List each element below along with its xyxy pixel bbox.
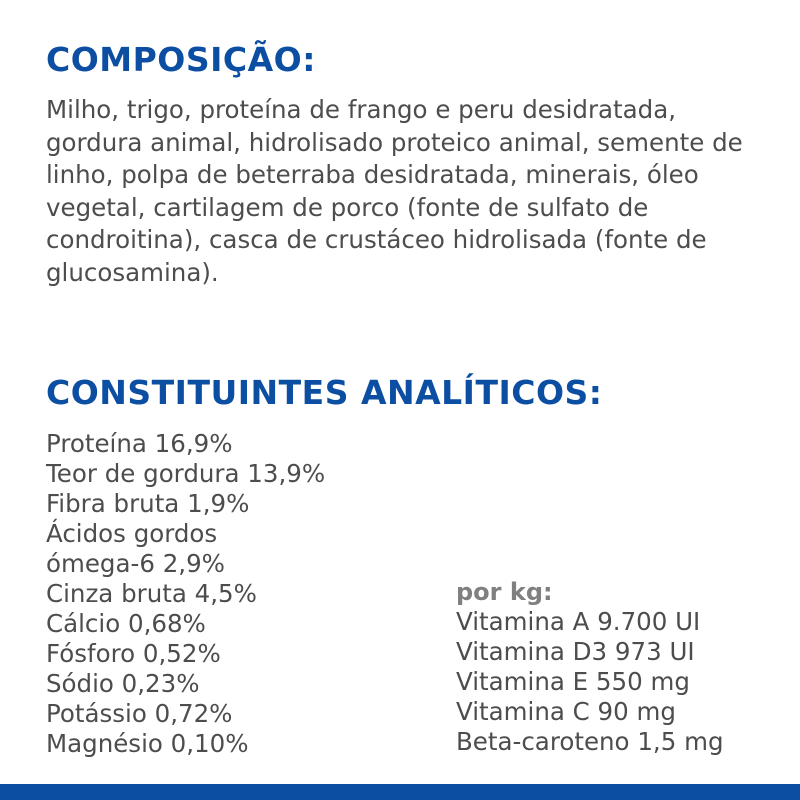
per-kg-vitamin-list <box>456 607 724 757</box>
analytical-constituents-list <box>46 429 325 759</box>
constituent-omega-6: ómega-6 2,9% <box>46 549 225 578</box>
vitamin-e: Vitamina E 550 mg <box>456 667 690 696</box>
vitamin-d3: Vitamina D3 973 UI <box>456 637 695 666</box>
constituent-potassium: Potássio 0,72% <box>46 699 233 728</box>
constituent-magnesium: Magnésio 0,10% <box>46 729 249 758</box>
analytical-constituents-heading: CONSTITUINTES ANALÍTICOS: <box>46 373 603 412</box>
constituent-fat-content: Teor de gordura 13,9% <box>46 459 326 488</box>
per-kg-label: por kg: <box>456 578 553 606</box>
constituent-sodium: Sódio 0,23% <box>46 669 200 698</box>
vitamin-a: Vitamina A 9.700 UI <box>456 607 701 636</box>
footer-bar <box>0 784 800 800</box>
composition-ingredients-text: Milho, trigo, proteína de frango e peru desidratada, gordura animal, hidrolisado proteico animal, semente de linho, polpa de beterraba desidratada, minerais, óleo vegetal, cartilagem de porco (fonte de sulfato de condroitina), casca de crustáceo hidrolisada (fonte de glucosamina). <box>46 95 743 287</box>
constituent-fatty-acids: Ácidos gordos <box>46 519 218 548</box>
constituent-calcium: Cálcio 0,68% <box>46 609 206 638</box>
constituent-crude-fibre: Fibra bruta 1,9% <box>46 489 250 518</box>
constituent-phosphorus: Fósforo 0,52% <box>46 639 221 668</box>
beta-carotene: Beta-caroteno 1,5 mg <box>456 727 724 756</box>
constituent-crude-ash: Cinza bruta 4,5% <box>46 579 257 608</box>
vitamin-c: Vitamina C 90 mg <box>456 697 676 726</box>
composition-heading: COMPOSIÇÃO: <box>46 40 316 79</box>
constituent-protein: Proteína 16,9% <box>46 429 233 458</box>
